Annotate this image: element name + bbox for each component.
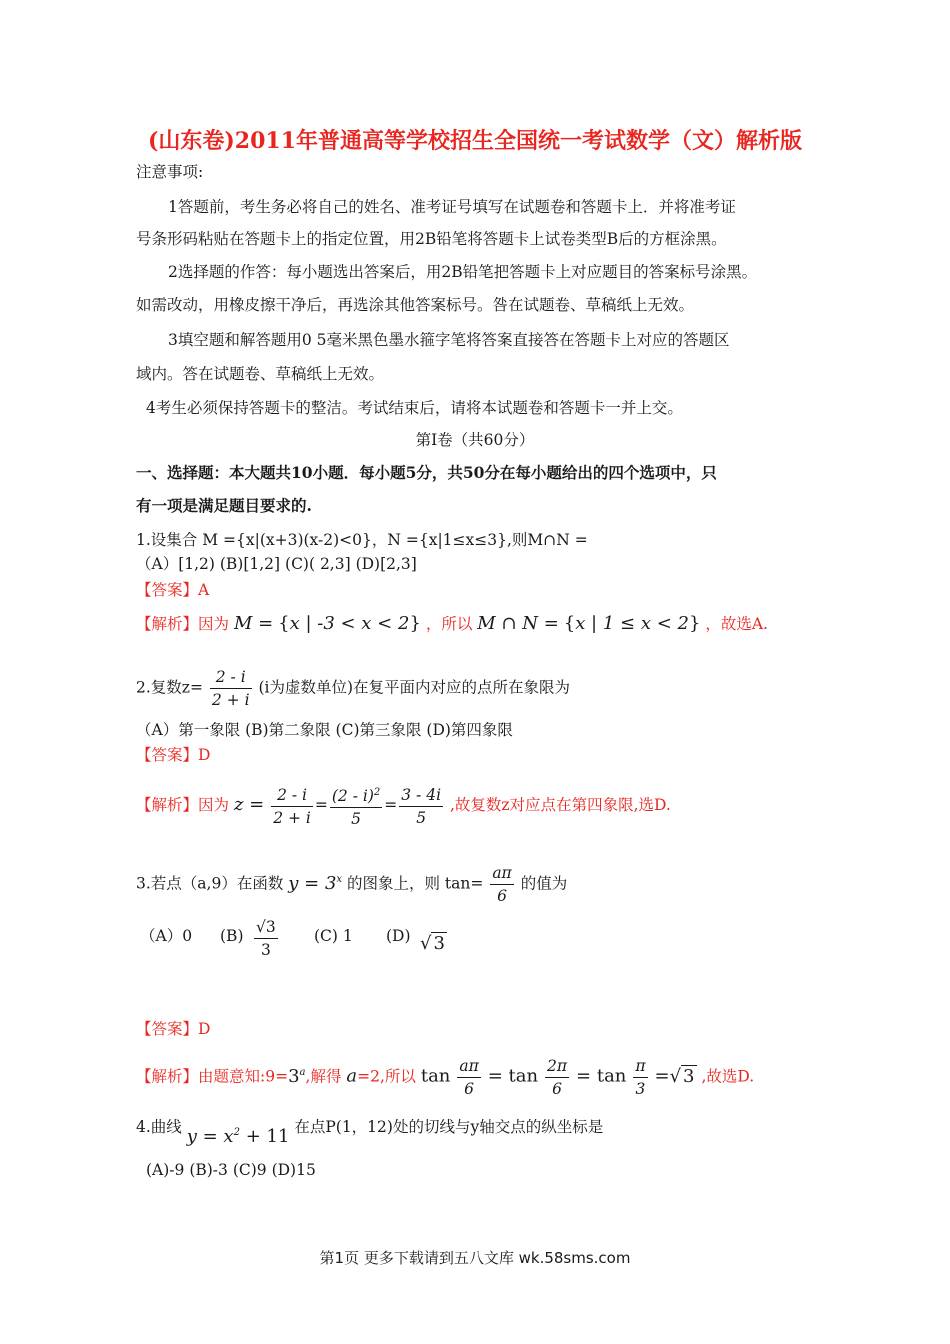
q2-f1-den: 2 + i bbox=[273, 808, 311, 827]
q2-z-eq: z = bbox=[233, 794, 265, 816]
q3-opt-b-frac bbox=[252, 916, 280, 961]
q2-f2-exp: 2 bbox=[373, 787, 381, 798]
q2-f3-den: 5 bbox=[416, 808, 427, 827]
q2-f2-num: (2 - i) bbox=[331, 787, 374, 806]
q2-frac-den: 2 + i bbox=[211, 691, 250, 709]
part-heading: 第Ⅰ卷（共60分） bbox=[415, 431, 535, 449]
document-title: (山东卷)2011年普通高等学校招生全国统一考试数学（文）解析版 bbox=[147, 128, 803, 154]
q2-f2-den: 5 bbox=[351, 810, 361, 829]
q3-eq-sqrt: = bbox=[654, 1065, 670, 1087]
q1-options: （A）[1,2) (B)[1,2] (C)( 2,3] (D)[2,3] bbox=[136, 555, 417, 573]
q3-f3-den: 3 bbox=[635, 1080, 646, 1098]
q3-opt-d-val: 3 bbox=[433, 933, 445, 954]
section-heading-line-1: 一、选择题：本大题共10小题．每小题5分，共50分在每小题给出的四个选项中，只 bbox=[136, 463, 717, 482]
q3-analysis-text-3: =2,所以 bbox=[357, 1067, 416, 1086]
q2-analysis-frac-3 bbox=[399, 784, 443, 829]
q3-opt-d-sqrt: √ 3 bbox=[420, 933, 445, 954]
q3-analysis-label: 【解析】 bbox=[136, 1067, 199, 1086]
q3-frac-den: 6 bbox=[497, 887, 507, 905]
q3-opt-b-num: √3 bbox=[254, 916, 278, 939]
q3-func: $y = 3^x$ bbox=[288, 872, 343, 894]
q1-set-2: x | 1 ≤ x < 2 bbox=[575, 613, 689, 634]
q4-suffix: 在点P(1，12)处的切线与y轴交点的纵坐标是 bbox=[294, 1118, 604, 1136]
q3-suffix: 的值为 bbox=[520, 874, 568, 893]
q4-func: $y = x^2 + 11$ bbox=[186, 1126, 290, 1147]
notice-item-1-line-2: 号条形码粘贴在答题卡上的指定位置，用2B铅笔将答题卡上试卷类型B后的方框涂黑。 bbox=[136, 230, 727, 248]
q2-suffix: (i为虚数单位)在复平面内对应的点所在象限为 bbox=[258, 678, 571, 697]
q1-analysis-mid: ，所以 bbox=[425, 615, 473, 633]
q2-analysis-frac-1 bbox=[271, 784, 313, 829]
q3-analysis-frac-3 bbox=[633, 1055, 647, 1100]
q3-opt-d: (D) bbox=[386, 927, 411, 945]
q1-brace-close-2: } bbox=[688, 613, 701, 634]
q3-analysis-pow: 3$^a$ bbox=[288, 1065, 306, 1087]
q2-f1-num: 2 - i bbox=[271, 784, 313, 807]
q3-stem bbox=[136, 862, 567, 907]
q2-analysis-frac-2 bbox=[330, 782, 382, 830]
notice-item-1-line-1: 1答题前，考生务必将自己的姓名、准考证号填写在试题卷和答题卡上．并将准考证 bbox=[168, 198, 736, 216]
q2-analysis-end: ,故复数z对应点在第四象限,选D. bbox=[449, 796, 671, 815]
q3-analysis-end: ,故选D. bbox=[701, 1067, 755, 1086]
q3-f1-num: aπ bbox=[457, 1055, 480, 1078]
q3-opt-a: （A）0 bbox=[140, 927, 193, 945]
q3-analysis-frac-2 bbox=[545, 1055, 569, 1100]
q3-analysis-a: a bbox=[346, 1065, 358, 1087]
q3-opt-c: (C) 1 bbox=[314, 927, 353, 945]
q3-prefix: 3.若点（a,9）在函数 bbox=[136, 874, 284, 893]
q4-prefix: 4.曲线 bbox=[136, 1118, 182, 1136]
notice-item-3-line-1: 3填空题和解答题用0 5毫米黑色墨水箍字笔将答案直接答在答题卡上对应的答题区 bbox=[168, 331, 730, 349]
q3-analysis-text-2: ,解得 bbox=[305, 1067, 342, 1086]
notice-item-4: 4考生必须保持答题卡的整洁。考试结束后，请将本试题卷和答题卡一并上交。 bbox=[146, 399, 683, 417]
q4-options: (A)-9 (B)-3 (C)9 (D)15 bbox=[146, 1161, 316, 1179]
q3-middle: 的图象上，则 tan= bbox=[347, 874, 484, 893]
q2-fraction bbox=[210, 666, 252, 711]
section-heading-line-2: 有一项是满足题目要求的. bbox=[136, 496, 312, 515]
q3-f1-den: 6 bbox=[464, 1080, 474, 1098]
q3-opt-b-den: 3 bbox=[260, 941, 271, 959]
notice-item-2-line-2: 如需改动，用橡皮擦干净后，再选涂其他答案标号。咎在试题卷、草稿纸上无效。 bbox=[136, 296, 695, 314]
q1-set-1: x | -3 < x < 2 bbox=[289, 613, 410, 634]
q3-f2-den: 6 bbox=[552, 1080, 562, 1098]
q2-frac-num: 2 - i bbox=[210, 666, 252, 689]
q3-analysis bbox=[136, 1055, 754, 1100]
q1-brace-open: { bbox=[278, 613, 290, 634]
q2-answer: 【答案】D bbox=[136, 746, 211, 764]
q3-answer: 【答案】D bbox=[136, 1020, 211, 1038]
q1-brace-open-2: { bbox=[563, 613, 576, 634]
page-footer: 第1页 更多下载请到五八文库 wk.58sms.com bbox=[319, 1249, 631, 1267]
q3-fraction bbox=[490, 862, 513, 907]
q1-analysis-end: ，故选A. bbox=[705, 615, 768, 633]
q4-stem bbox=[136, 1113, 604, 1147]
notice-item-3-line-2: 域内。答在试题卷、草稿纸上无效。 bbox=[136, 365, 385, 383]
q3-f2-num: 2π bbox=[545, 1055, 569, 1078]
q3-analysis-frac-1 bbox=[457, 1055, 480, 1100]
q1-math-m: M = bbox=[233, 613, 274, 634]
q3-f3-num: π bbox=[633, 1055, 647, 1078]
q3-analysis-text-1: 由题意知:9= bbox=[198, 1067, 289, 1086]
notice-heading: 注意事项: bbox=[136, 163, 204, 181]
q2-stem bbox=[136, 666, 570, 711]
q3-tan-3: = tan bbox=[576, 1065, 627, 1087]
q3-frac-num: aπ bbox=[490, 862, 513, 885]
q2-f3-num: 3 - 4i bbox=[399, 784, 443, 807]
q2-options: （A）第一象限 (B)第二象限 (C)第三象限 (D)第四象限 bbox=[136, 721, 513, 739]
q1-answer: 【答案】A bbox=[136, 581, 210, 599]
q1-analysis-label: 【解析】因为 bbox=[136, 615, 230, 633]
q2-analysis-label: 【解析】因为 bbox=[136, 796, 230, 815]
q3-sqrt: √ 3 bbox=[669, 1065, 695, 1087]
notice-item-2-line-1: 2选择题的作答：每小题选出答案后，用2B铅笔把答题卡上对应题目的答案标号涂黑。 bbox=[168, 263, 758, 281]
q3-tan-2: = tan bbox=[487, 1065, 539, 1087]
q1-math-mn: M ∩ N = bbox=[477, 613, 559, 634]
q3-opt-b: (B) bbox=[220, 927, 244, 945]
q2-prefix: 2.复数z= bbox=[136, 678, 203, 697]
q2-analysis: 【解析】因为 z = $\frac{2 - i}{2 + i}$ = $\frac{(2 - i)^2}{5}$ = $\frac{3 - 4i}{5}$ ,故复数z对应点在第四象限,选D. bbox=[136, 782, 671, 830]
q1-brace-close: } bbox=[409, 613, 421, 634]
q3-tan-1: tan bbox=[420, 1065, 451, 1087]
q1-analysis bbox=[136, 614, 768, 634]
q1-stem: 1.设集合 M ={x|(x+3)(x-2)<0}，N ={x|1≤x≤3},则M∩N = bbox=[136, 531, 588, 549]
